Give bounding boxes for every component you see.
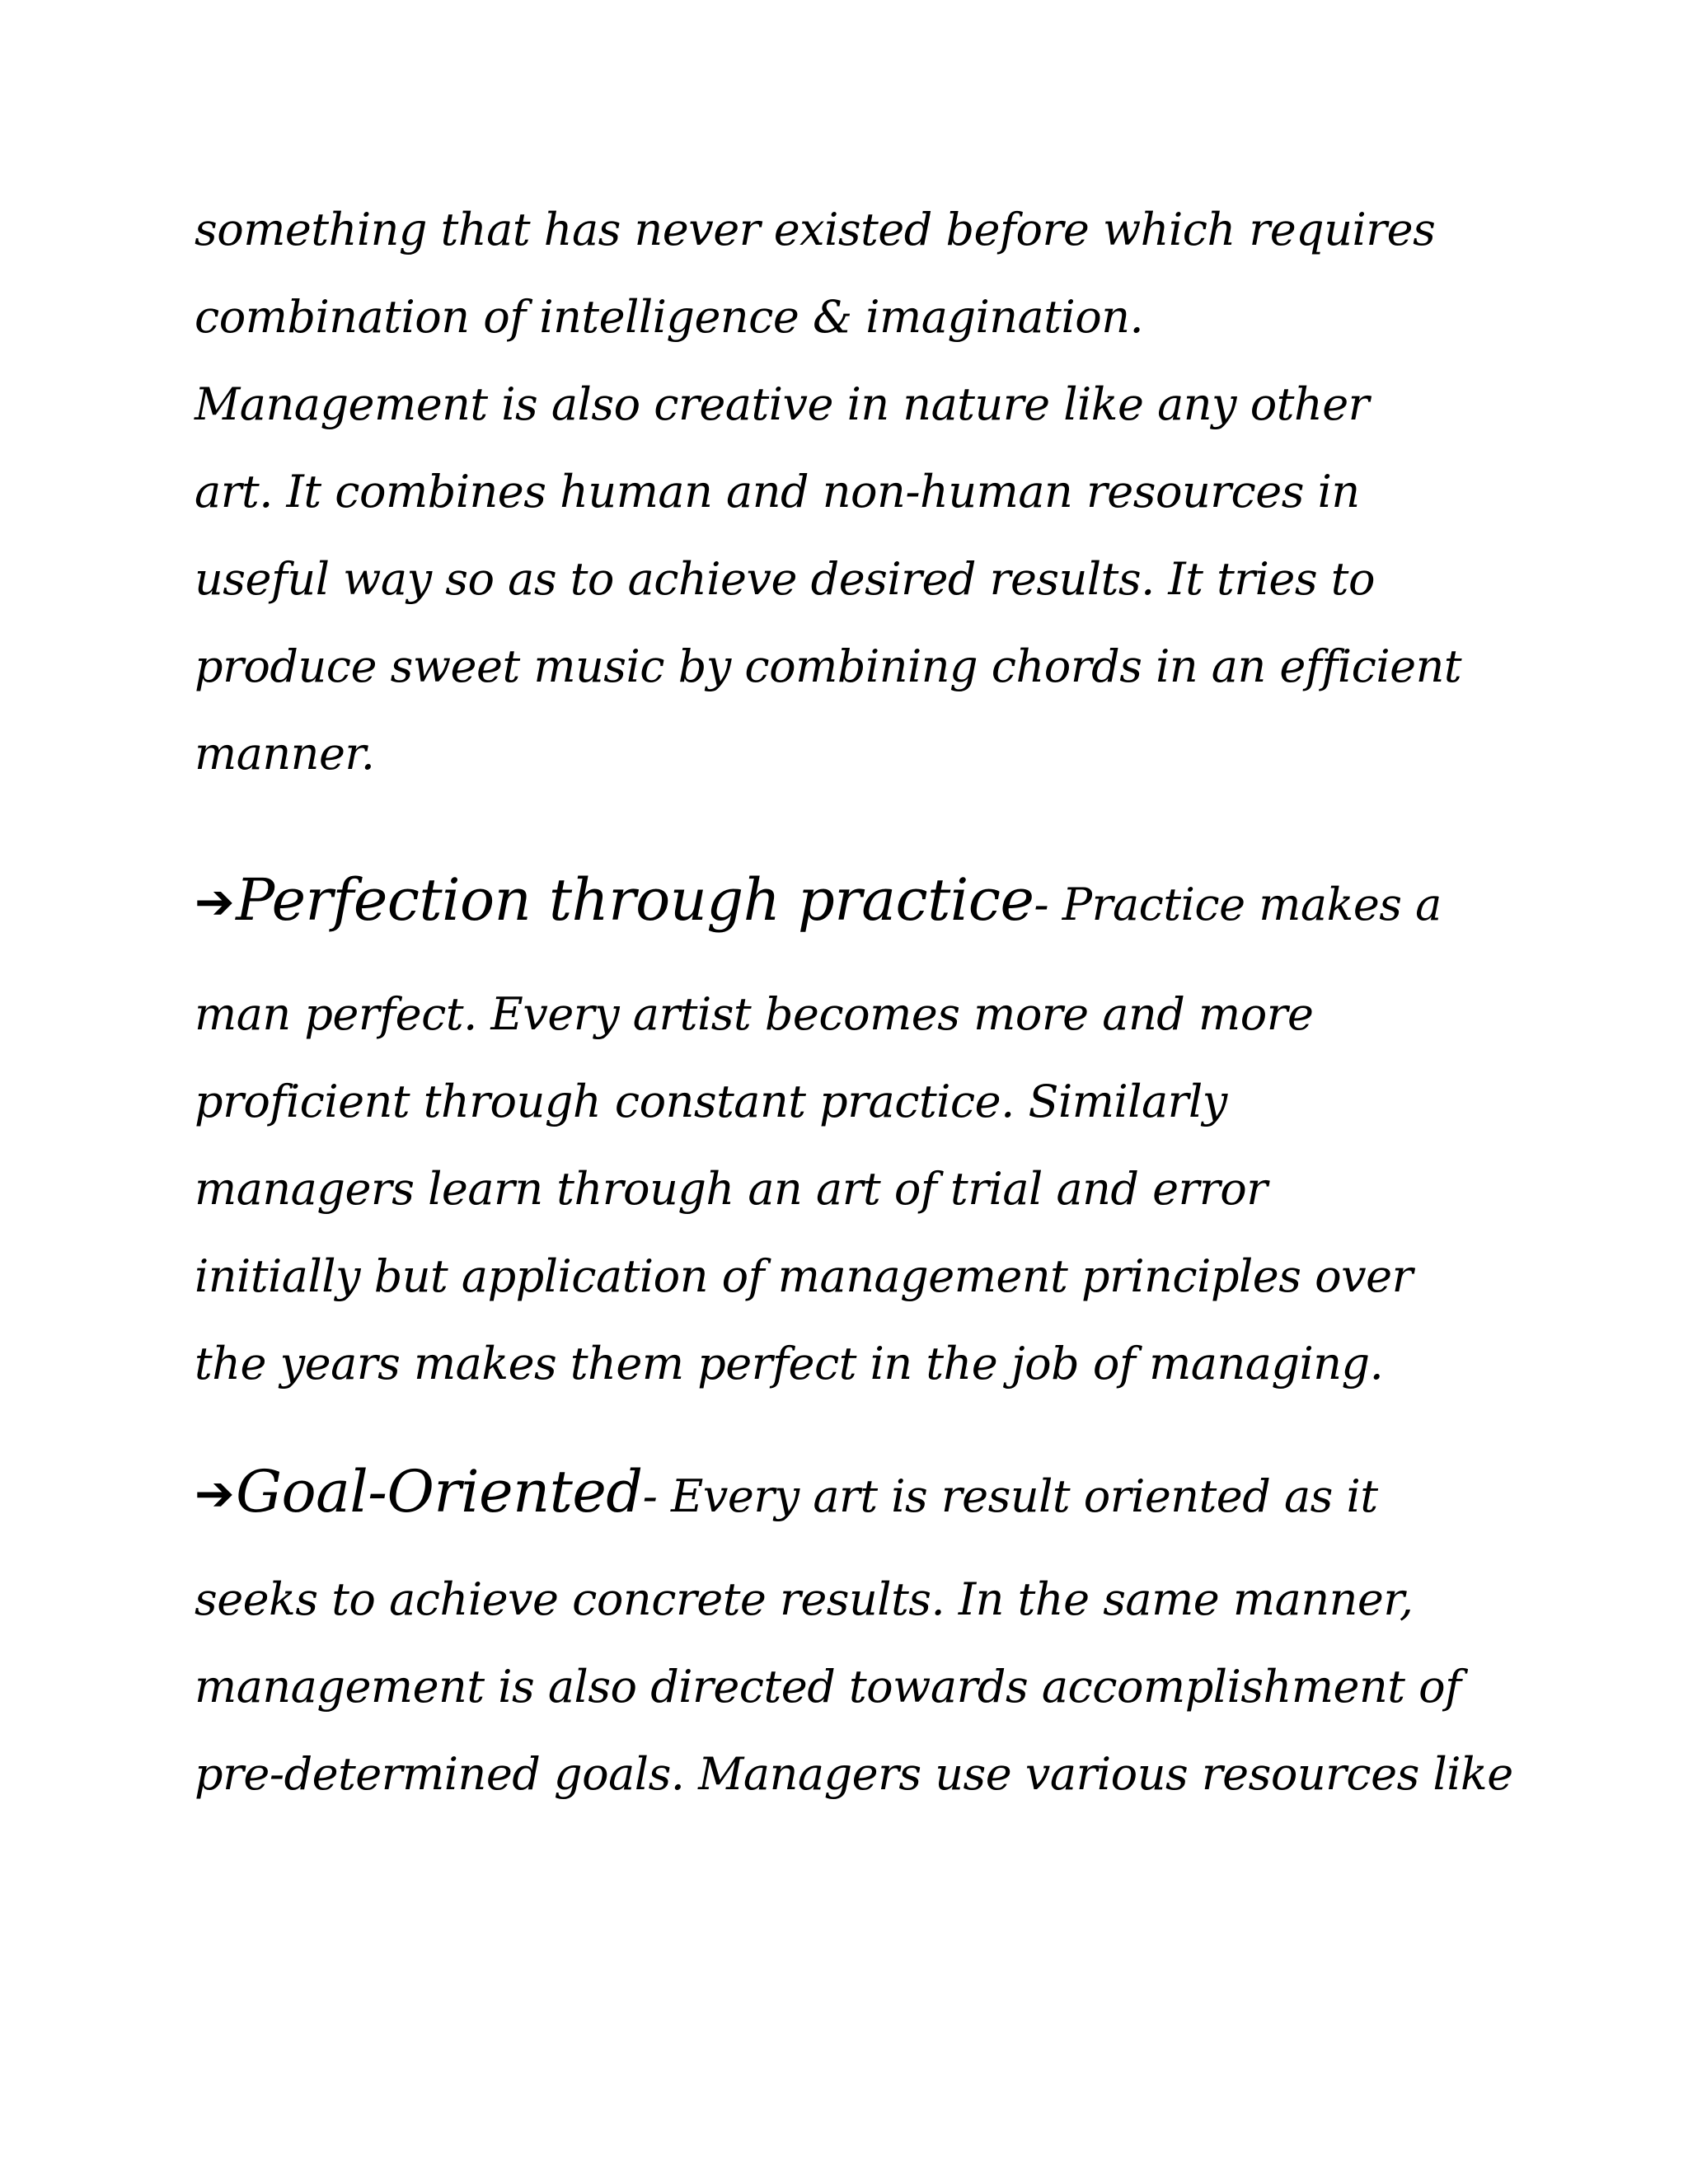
heading-continuation: - Every art is result oriented as it	[642, 1470, 1378, 1522]
text-line: manner.	[195, 728, 375, 780]
text-line: combination of intelligence & imagination.	[195, 291, 1144, 343]
text-line: produce sweet music by combining chords in an efficient	[195, 640, 1462, 692]
text-line: proficient through constant practice. Similarly	[195, 1076, 1227, 1127]
section-heading: Perfection through practice	[236, 866, 1034, 934]
text-line: Management is also creative in nature like any other	[195, 378, 1369, 430]
text-line: managers learn through an art of trial and error	[195, 1163, 1268, 1215]
text-line: man perfect. Every artist becomes more and more	[195, 988, 1314, 1040]
text-line: the years makes them perfect in the job of managing.	[195, 1338, 1384, 1390]
text-line: something that has never existed before which requires	[195, 204, 1436, 255]
arrow-right-icon: ➔	[195, 874, 235, 930]
arrow-right-icon: ➔	[195, 1465, 235, 1521]
text-line: pre-determined goals. Managers use various resources like	[195, 1748, 1513, 1800]
text-line: initially but application of management principles over	[195, 1250, 1413, 1302]
text-line: art. It combines human and non-human resources in	[195, 466, 1360, 518]
section-heading: Goal-Oriented	[236, 1458, 643, 1526]
section-heading-line	[195, 865, 1546, 935]
heading-continuation: - Practice makes a	[1034, 879, 1442, 930]
section-heading-line	[195, 1457, 1546, 1526]
text-line: useful way so as to achieve desired results. It tries to	[195, 553, 1375, 605]
text-line: seeks to achieve concrete results. In the same manner,	[195, 1573, 1414, 1625]
text-line: management is also directed towards accomplishment of	[195, 1661, 1461, 1713]
